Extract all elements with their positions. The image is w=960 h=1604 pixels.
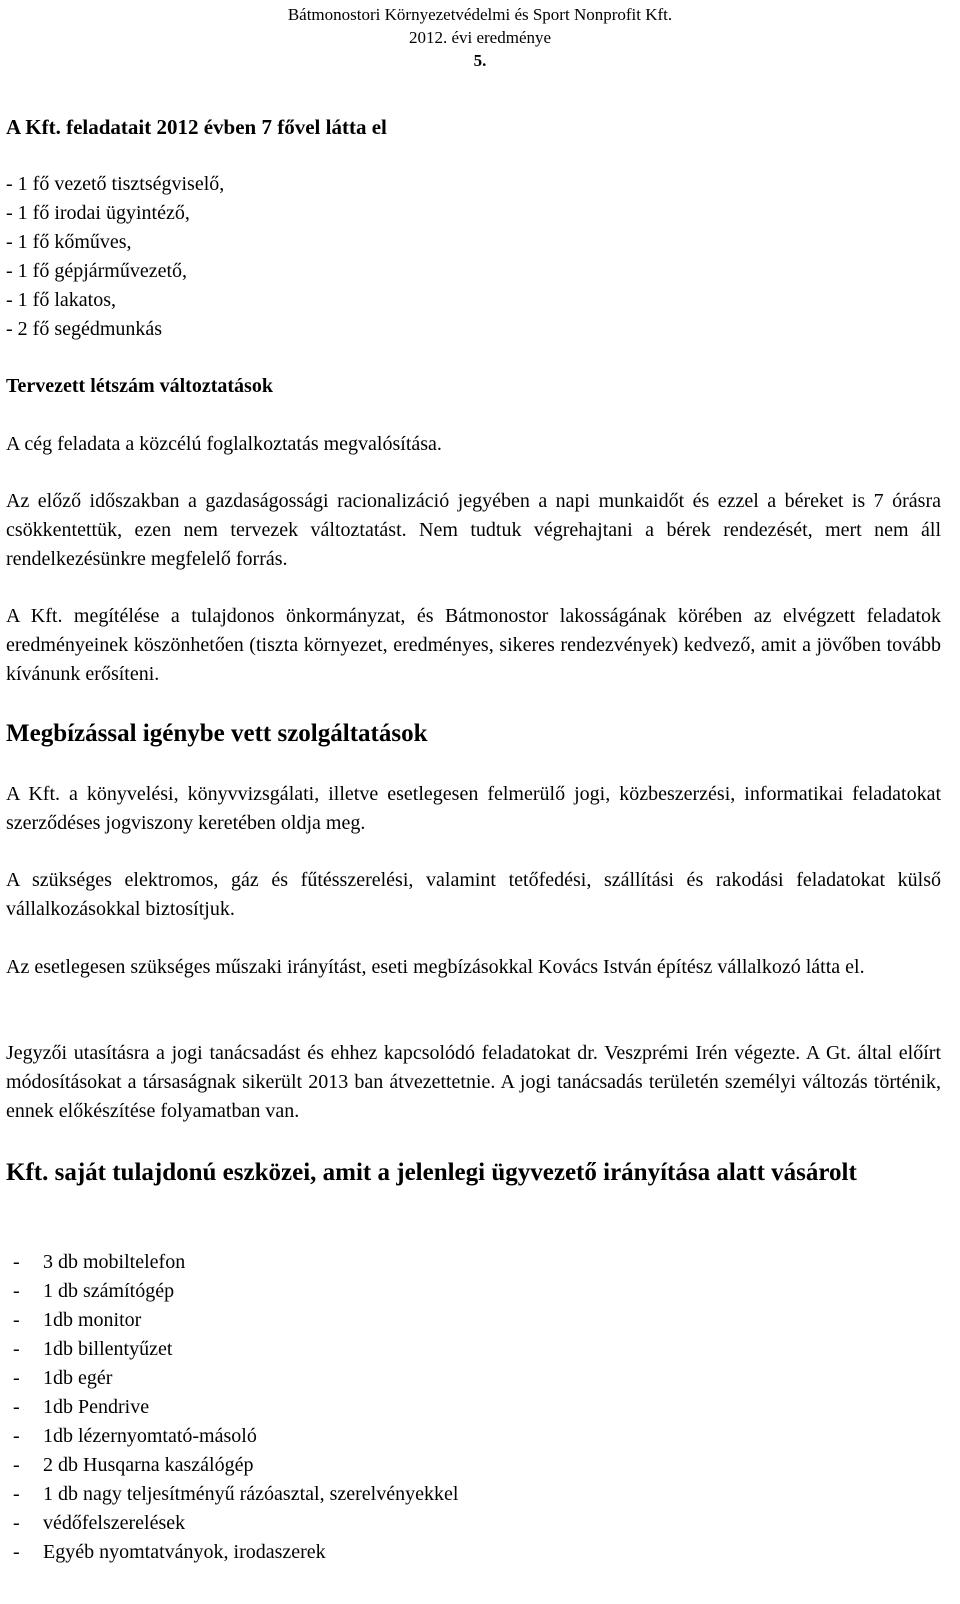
dash-bullet: - bbox=[13, 1309, 20, 1331]
asset-label: védőfelszerelések bbox=[43, 1512, 186, 1534]
staff-item: - 1 fő vezető tisztségviselő, bbox=[6, 173, 225, 195]
asset-label: 3 db mobiltelefon bbox=[43, 1251, 186, 1273]
dash-bullet: - bbox=[13, 1541, 20, 1563]
assets-heading: Kft. saját tulajdonú eszközei, amit a jelenlegi ügyvezető irányítása alatt vásárolt bbox=[6, 1159, 857, 1186]
list-item bbox=[6, 1480, 458, 1509]
planned-heading: Tervezett létszám változtatások bbox=[6, 375, 273, 397]
dash-bullet: - bbox=[13, 1396, 20, 1418]
assets-list bbox=[6, 1248, 458, 1567]
page-header bbox=[0, 3, 960, 49]
planned-paragraph-2: A Kft. megítélése a tulajdonos önkormányzat, és Bátmonostor lakosságának körében az elvégzett feladatok eredményeinek köszönhetően (tiszta környezet, eredményes, sikeres rendezvények) kedvező, amit a jövőben tovább kívánunk erősíteni. bbox=[6, 605, 941, 685]
dash-bullet: - bbox=[13, 1454, 20, 1476]
dash-bullet: - bbox=[13, 1338, 20, 1360]
services-heading: Megbízással igénybe vett szolgáltatások bbox=[6, 720, 428, 747]
list-item bbox=[6, 1248, 458, 1277]
asset-label: Egyéb nyomtatványok, irodaszerek bbox=[43, 1541, 326, 1563]
dash-bullet: - bbox=[13, 1483, 20, 1505]
header-organization: Bátmonostori Környezetvédelmi és Sport Nonprofit Kft. bbox=[287, 5, 673, 24]
asset-label: 1db monitor bbox=[43, 1309, 142, 1331]
services-paragraph-1: A Kft. a könyvelési, könyvvizsgálati, illetve esetlegesen felmerülő jogi, közbeszerzési, informatikai feladatokat szerződéses jogviszony keretében oldja meg. bbox=[6, 783, 941, 834]
staff-item: - 1 fő kőműves, bbox=[6, 231, 132, 253]
asset-label: 2 db Husqarna kaszálógép bbox=[43, 1454, 254, 1476]
staff-item: - 2 fő segédmunkás bbox=[6, 318, 163, 340]
list-item bbox=[6, 1538, 458, 1567]
list-item bbox=[6, 1335, 458, 1364]
asset-label: 1 db nagy teljesítményű rázóasztal, szerelvényekkel bbox=[43, 1483, 459, 1505]
asset-label: 1db billentyűzet bbox=[43, 1338, 173, 1360]
list-item bbox=[6, 1422, 458, 1451]
staff-item: - 1 fő irodai ügyintéző, bbox=[6, 202, 190, 224]
dash-bullet: - bbox=[13, 1425, 20, 1447]
asset-label: 1db Pendrive bbox=[43, 1396, 150, 1418]
list-item bbox=[6, 1277, 458, 1306]
list-item bbox=[6, 1451, 458, 1480]
staff-item: - 1 fő gépjárművezető, bbox=[6, 260, 188, 282]
asset-label: 1db lézernyomtató-másoló bbox=[43, 1425, 257, 1447]
staff-heading: A Kft. feladatait 2012 évben 7 fővel látta el bbox=[6, 115, 387, 139]
staff-item: - 1 fő lakatos, bbox=[6, 289, 116, 311]
dash-bullet: - bbox=[13, 1280, 20, 1302]
services-paragraph-2: A szükséges elektromos, gáz és fűtésszerelési, valamint tetőfedési, szállítási és rakodási feladatokat külső vállalkozásokkal biztosítjuk. bbox=[6, 869, 941, 920]
asset-label: 1db egér bbox=[43, 1367, 113, 1389]
list-item bbox=[6, 1509, 458, 1538]
planned-paragraph-1: Az előző időszakban a gazdaságossági racionalizáció jegyében a napi munkaidőt és ezzel a béreket is 7 órásra csökkentettük, ezen nem tervezek változtatást. Nem tudtuk végrehajtani a bérek rendezését, mert nem áll rendelkezésünkre megfelelő forrás. bbox=[6, 490, 941, 570]
page-number: 5. bbox=[473, 51, 487, 70]
planned-line: A cég feladata a közcélú foglalkoztatás megvalósítása. bbox=[6, 433, 442, 455]
list-item bbox=[6, 1364, 458, 1393]
list-item bbox=[6, 1306, 458, 1335]
services-paragraph-4: Jegyzői utasításra a jogi tanácsadást és ehhez kapcsolódó feladatokat dr. Veszprémi Irén végezte. A Gt. által előírt módosításokat a társaságnak sikerült 2013 ban átvezettetnie. A jogi tanácsadás területén személyi változás történik, ennek előkészítése folyamatban van. bbox=[6, 1042, 941, 1122]
dash-bullet: - bbox=[13, 1367, 20, 1389]
asset-label: 1 db számítógép bbox=[43, 1280, 175, 1302]
list-item bbox=[6, 1393, 458, 1422]
services-paragraph-3: Az esetlegesen szükséges műszaki irányítást, eseti megbízásokkal Kovács István építész vállalkozó látta el. bbox=[6, 956, 865, 978]
dash-bullet: - bbox=[13, 1512, 20, 1534]
staff-list bbox=[6, 170, 941, 344]
dash-bullet: - bbox=[13, 1251, 20, 1273]
header-subtitle: 2012. évi eredménye bbox=[408, 28, 552, 47]
